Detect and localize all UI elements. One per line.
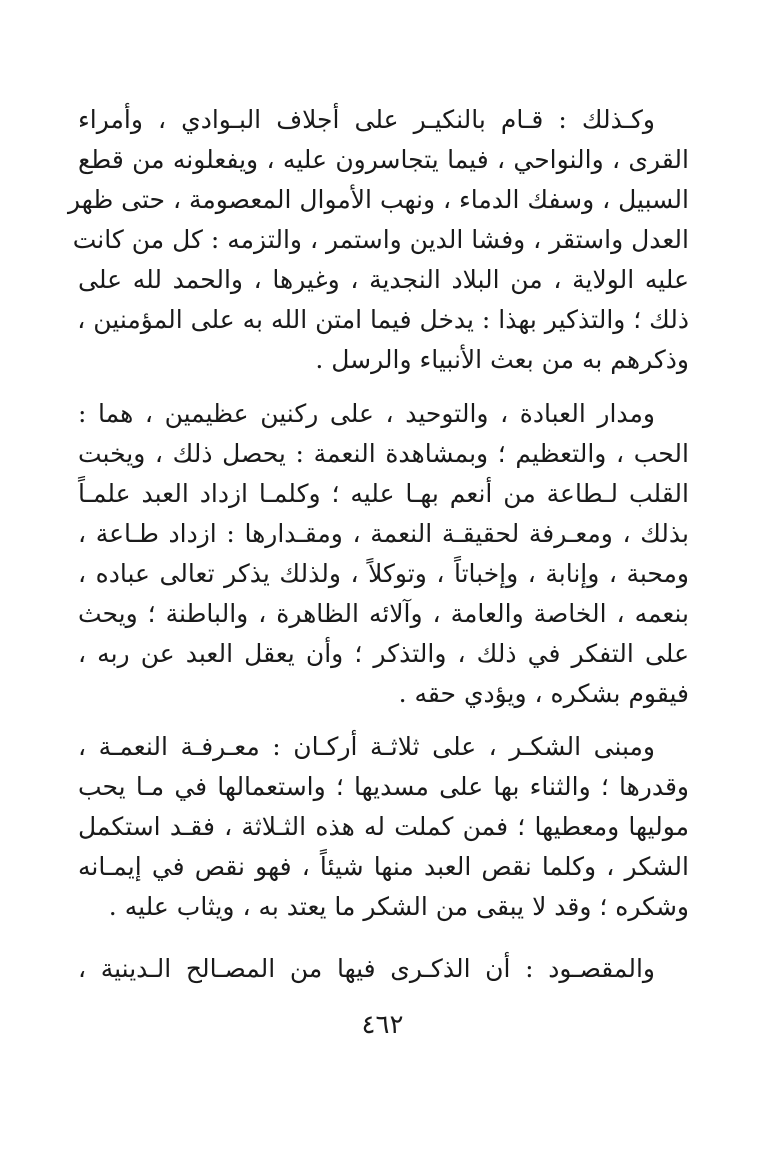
paragraph-4	[78, 949, 689, 989]
text-line: ومبنى الشكـر ، على ثلاثـة أركـان : معـرفـة النعمـة ،	[78, 732, 655, 761]
text-line: الحب ، والتعظيم ؛ وبمشاهدة النعمة : يحصل ذلك ، ويخبت	[78, 439, 689, 468]
text-line: فيقوم بشكره ، ويؤدي حقه .	[398, 679, 689, 708]
text-line: بذلك ، ومعـرفة لحقيقـة النعمة ، ومقـدارها : ازداد طـاعة ،	[78, 519, 689, 548]
text-line: وشكره ؛ وقد لا يبقى من الشكر ما يعتد به ، ويثاب عليه .	[108, 892, 689, 921]
text-line: ومدار العبادة ، والتوحيد ، على ركنين عظيمين ، هما :	[78, 399, 655, 428]
text-line: والمقصـود : أن الذكـرى فيها من المصـالح الـدينية ،	[78, 954, 655, 983]
text-line: موليها ومعطيها ؛ فمن كملت له هذه الثـلاثة ، فقـد استكمل	[78, 812, 689, 841]
text-line: عليه الولاية ، من البلاد النجدية ، وغيرها ، والحمد لله على	[78, 265, 689, 294]
paragraph-3	[78, 727, 689, 927]
text-line: ومحبة ، وإنابة ، وإخباتاً ، وتوكلاً ، ولذلك يذكر تعالى عباده ،	[78, 559, 689, 588]
text-line: وذكرهم به من بعث الأنبياء والرسل .	[315, 345, 689, 374]
text-line: العدل واستقر ، وفشا الدين واستمر ، والتزمه : كل من كانت	[72, 225, 689, 254]
text-line: على التفكر في ذلك ، والتذكر ؛ وأن يعقل العبد عن ربه ،	[78, 639, 689, 668]
page-number: ٤٦٢	[361, 1010, 404, 1040]
text-line: وكـذلك : قـام بالنكيـر على أجلاف البـوادي ، وأمراء	[78, 105, 655, 134]
text-line: ذلك ؛ والتذكير بهذا : يدخل فيما امتن الله به على المؤمنين ،	[77, 305, 689, 334]
text-line: السبيل ، وسفك الدماء ، ونهب الأموال المعصومة ، حتى ظهر	[68, 185, 689, 214]
text-line: وقدرها ؛ والثناء بها على مسديها ؛ واستعمالها في مـا يحب	[78, 772, 689, 801]
text-line: القرى ، والنواحي ، فيما يتجاسرون عليه ، ويفعلونه من قطع	[78, 145, 689, 174]
text-line: بنعمه ، الخاصة والعامة ، وآلائه الظاهرة ، والباطنة ؛ ويحث	[78, 599, 689, 628]
text-line: القلب لـطاعة من أنعم بهـا عليه ؛ وكلمـا ازداد العبد علمـاً	[78, 479, 689, 508]
text-line: الشكر ، وكلما نقص العبد منها شيئاً ، فهو نقص في إيمـانه	[78, 852, 689, 881]
paragraph-2	[78, 394, 689, 714]
paragraph-1	[68, 100, 689, 380]
